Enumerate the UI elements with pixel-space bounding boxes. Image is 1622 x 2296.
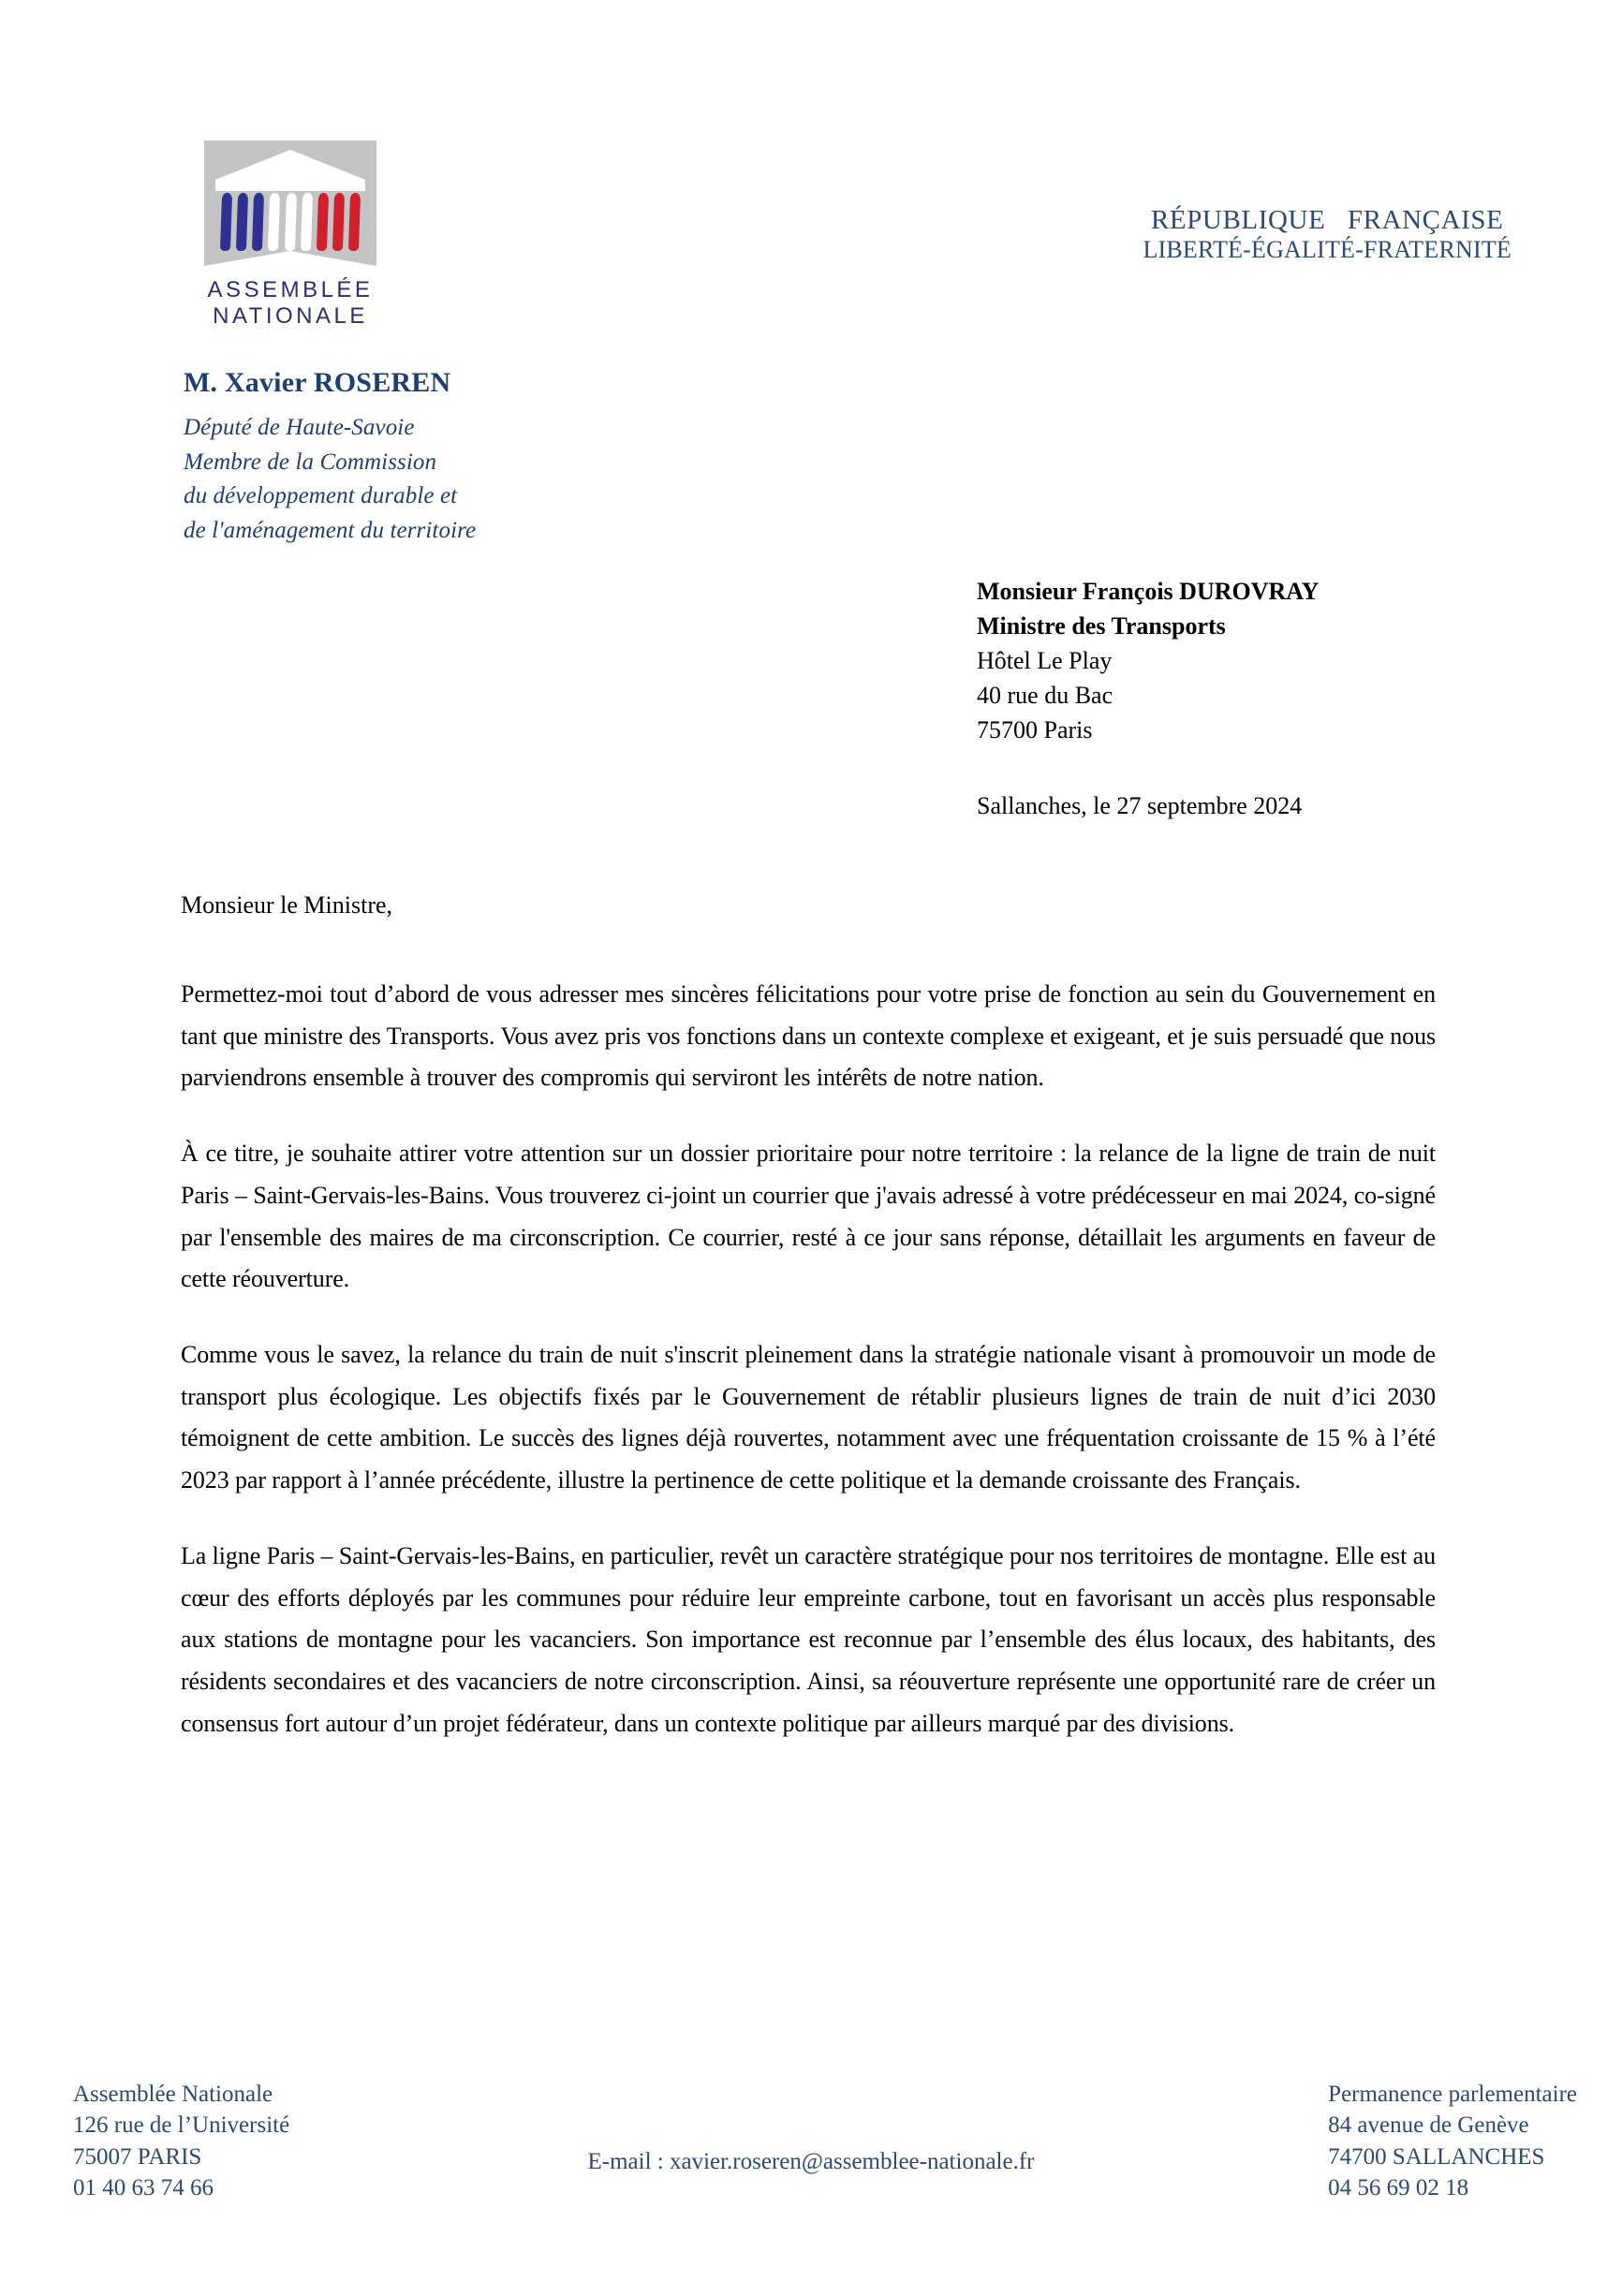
body-paragraph-1: Permettez-moi tout d’abord de vous adresser mes sincères félicitations pour votre prise de fonction au sein du Gouvernement en tant que ministre des Transports. Vous avez pris vos fonctions dans un contexte complexe et exigeant, et je suis persuadé que nous parviendrons ensemble à trouver des compromis qui serviront les intérêts de notre nation. bbox=[181, 980, 1436, 1092]
column-9 bbox=[348, 193, 361, 251]
letter-footer bbox=[0, 2066, 1622, 2244]
recipient-name: Monsieur François DUROVRAY bbox=[977, 578, 1320, 605]
wordmark-line-2: NATIONALE bbox=[213, 303, 368, 330]
sender-role-line-3: du développement durable et bbox=[184, 483, 458, 508]
letter-body bbox=[181, 974, 1436, 1745]
sender-role-line-4: de l'aménagement du territoire bbox=[184, 517, 477, 543]
devise-liberte-egalite-fraternite: LIBERTÉ-ÉGALITÉ-FRATERNITÉ bbox=[1143, 236, 1511, 264]
letterhead bbox=[0, 0, 1622, 337]
body-paragraph-4: La ligne Paris – Saint-Gervais-les-Bains, en particulier, revêt un caractère stratégique pour nos territoires de montagne. Elle est au cœur des efforts déployés par les communes pour réduire leur empreinte carbone, tout en favorisant un accès plus responsable aux stations de montagne pour les vacanciers. Son importance est reconnue par l’ensemble des élus locaux, des habitants, des résidents secondaires et des vacanciers de notre circonscription. Ainsi, sa réouverture représente une opportunité rare de créer un consensus fort autour d’un projet fédérateur, dans un contexte politique par ailleurs marqué par des divisions. bbox=[181, 1541, 1436, 1737]
column-4 bbox=[268, 193, 280, 251]
emblem-columns bbox=[221, 193, 360, 251]
footer-right-line-3: 74700 SALLANCHES bbox=[1328, 2143, 1545, 2170]
assemblee-nationale-logo bbox=[197, 140, 384, 331]
salutation: Monsieur le Ministre, bbox=[181, 891, 393, 919]
column-7 bbox=[317, 193, 329, 251]
dateline: Sallanches, le 27 septembre 2024 bbox=[977, 792, 1303, 819]
footer-right-phone: 04 56 69 02 18 bbox=[1328, 2174, 1469, 2200]
column-1 bbox=[220, 193, 232, 251]
republique-francaise-block bbox=[1143, 204, 1511, 265]
column-5 bbox=[284, 193, 296, 251]
wordmark-line-1: ASSEMBLÉE bbox=[207, 277, 374, 302]
republique-francaise-title: RÉPUBLIQUE FRANÇAISE bbox=[1150, 205, 1504, 235]
body-paragraph-3: Comme vous le savez, la relance du train de nuit s'inscrit pleinement dans la stratégie nationale visant à promouvoir un mode de transport plus écologique. Les objectifs fixés par le Gouvernement de rétablir plusieurs lignes de train de nuit d’ici 2030 témoignent de cette ambition. Le succès des lignes déjà rouvertes, notamment avec une fréquentation croissante de 15 % à l’été 2023 par rapport à l’année précédente, illustre la pertinence de cette politique et la demande croissante des Français. bbox=[181, 1341, 1436, 1494]
footer-right-line-2: 84 avenue de Genève bbox=[1328, 2112, 1529, 2139]
recipient-address-line-2: 40 rue du Bac bbox=[977, 681, 1113, 709]
footer-left-line-2: 126 rue de l’Université bbox=[73, 2112, 290, 2139]
column-2 bbox=[236, 193, 248, 251]
footer-right-line-1: Permanence parlementaire bbox=[1328, 2082, 1577, 2107]
sender-block bbox=[184, 367, 671, 548]
recipient-title: Ministre des Transports bbox=[977, 611, 1226, 640]
recipient-block bbox=[977, 575, 1557, 748]
assemblee-nationale-emblem bbox=[204, 140, 376, 272]
footer-permanence-address bbox=[1328, 2079, 1577, 2203]
emblem-steps bbox=[204, 251, 376, 272]
body-paragraph-2: À ce titre, je souhaite attirer votre attention sur un dossier prioritaire pour notre territoire : la relance de la ligne de train de nuit Paris – Saint-Gervais-les-Bains. Vous trouverez ci-joint un courrier que j'avais adressé à votre prédécesseur en mai 2024, co-signé par l'ensemble des maires de ma circonscription. Ce courrier, resté à ce jour sans réponse, détaillait les arguments en faveur de cette réouverture. bbox=[181, 1140, 1436, 1293]
footer-left-line-3: 75007 PARIS bbox=[73, 2143, 202, 2170]
assemblee-nationale-wordmark bbox=[197, 277, 384, 331]
sender-role-line-1: Député de Haute-Savoie bbox=[184, 415, 415, 440]
column-8 bbox=[332, 193, 345, 251]
sender-name: M. Xavier ROSEREN bbox=[184, 367, 451, 398]
sender-role-line-2: Membre de la Commission bbox=[184, 449, 437, 475]
footer-assemblee-address bbox=[73, 2079, 289, 2203]
column-6 bbox=[301, 193, 313, 251]
recipient-address-line-3: 75700 Paris bbox=[977, 715, 1093, 743]
pediment-roof-icon bbox=[214, 148, 367, 193]
footer-left-line-1: Assemblée Nationale bbox=[73, 2082, 273, 2107]
footer-left-phone: 01 40 63 74 66 bbox=[73, 2174, 214, 2200]
column-3 bbox=[252, 193, 264, 251]
footer-email-text: E-mail : xavier.roseren@assemblee-nationale.fr bbox=[587, 2149, 1035, 2174]
recipient-address-line-1: Hôtel Le Play bbox=[977, 646, 1113, 674]
